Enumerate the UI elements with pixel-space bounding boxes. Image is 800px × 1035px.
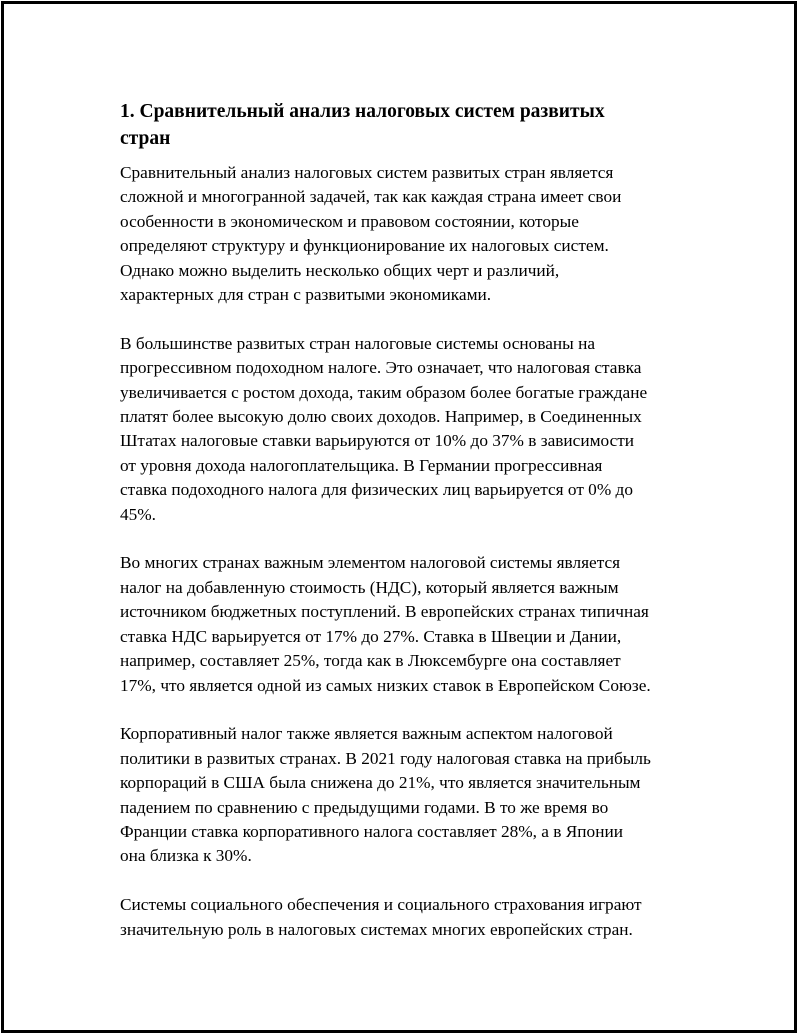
document-content [120,98,720,966]
paragraph-income-tax: В большинстве развитых стран налоговые системы основаны на прогрессивном подоходном налоге. Это означает, что налоговая ставка увеличивается с ростом дохода, таким образом более богатые граждане платят более высокую долю своих доходов. Например, в Соединенных Штатах налоговые ставки варьируются от 10% до 37% в зависимости от уровня дохода налогоплательщика. В Германии прогрессивная ставка подоходного налога для физических лиц варьируется от 0% до 45%. [120,333,648,524]
paragraph-intro: Сравнительный анализ налоговых систем развитых стран является сложной и многогранной задачей, так как каждая страна имеет свои особенности в экономическом и правовом состоянии, которые определяют структуру и функционирование их налоговых систем. Однако можно выделить несколько общих черт и различий, характерных для стран с развитыми экономиками. [120,163,622,305]
section-title: 1. Сравнительный анализ налоговых систем развитых стран [120,101,605,149]
paragraph-social-security: Системы социального обеспечения и социального страхования играют значительную роль в налоговых системах многих европейских стран. [120,895,642,939]
paragraph-vat: Во многих странах важным элементом налоговой системы является налог на добавленную стоимость (НДС), который является важным источником бюджетных поступлений. В европейских странах типичная ставка НДС варьируется от 17% до 27%. Ставка в Швеции и Дании, например, составляет 25%, тогда как в Люксембурге она составляет 17%, что является одной из самых низких ставок в Европейском Союзе. [120,553,651,695]
document-page [1,1,797,1033]
paragraph-corporate-tax: Корпоративный налог также является важным аспектом налоговой политики в развитых странах. В 2021 году налоговая ставка на прибыль корпораций в США была снижена до 21%, что является значительным падением по сравнению с предыдущими годами. В то же время во Франции ставка корпоративного налога составляет 28%, а в Японии она близка к 30%. [120,724,651,866]
